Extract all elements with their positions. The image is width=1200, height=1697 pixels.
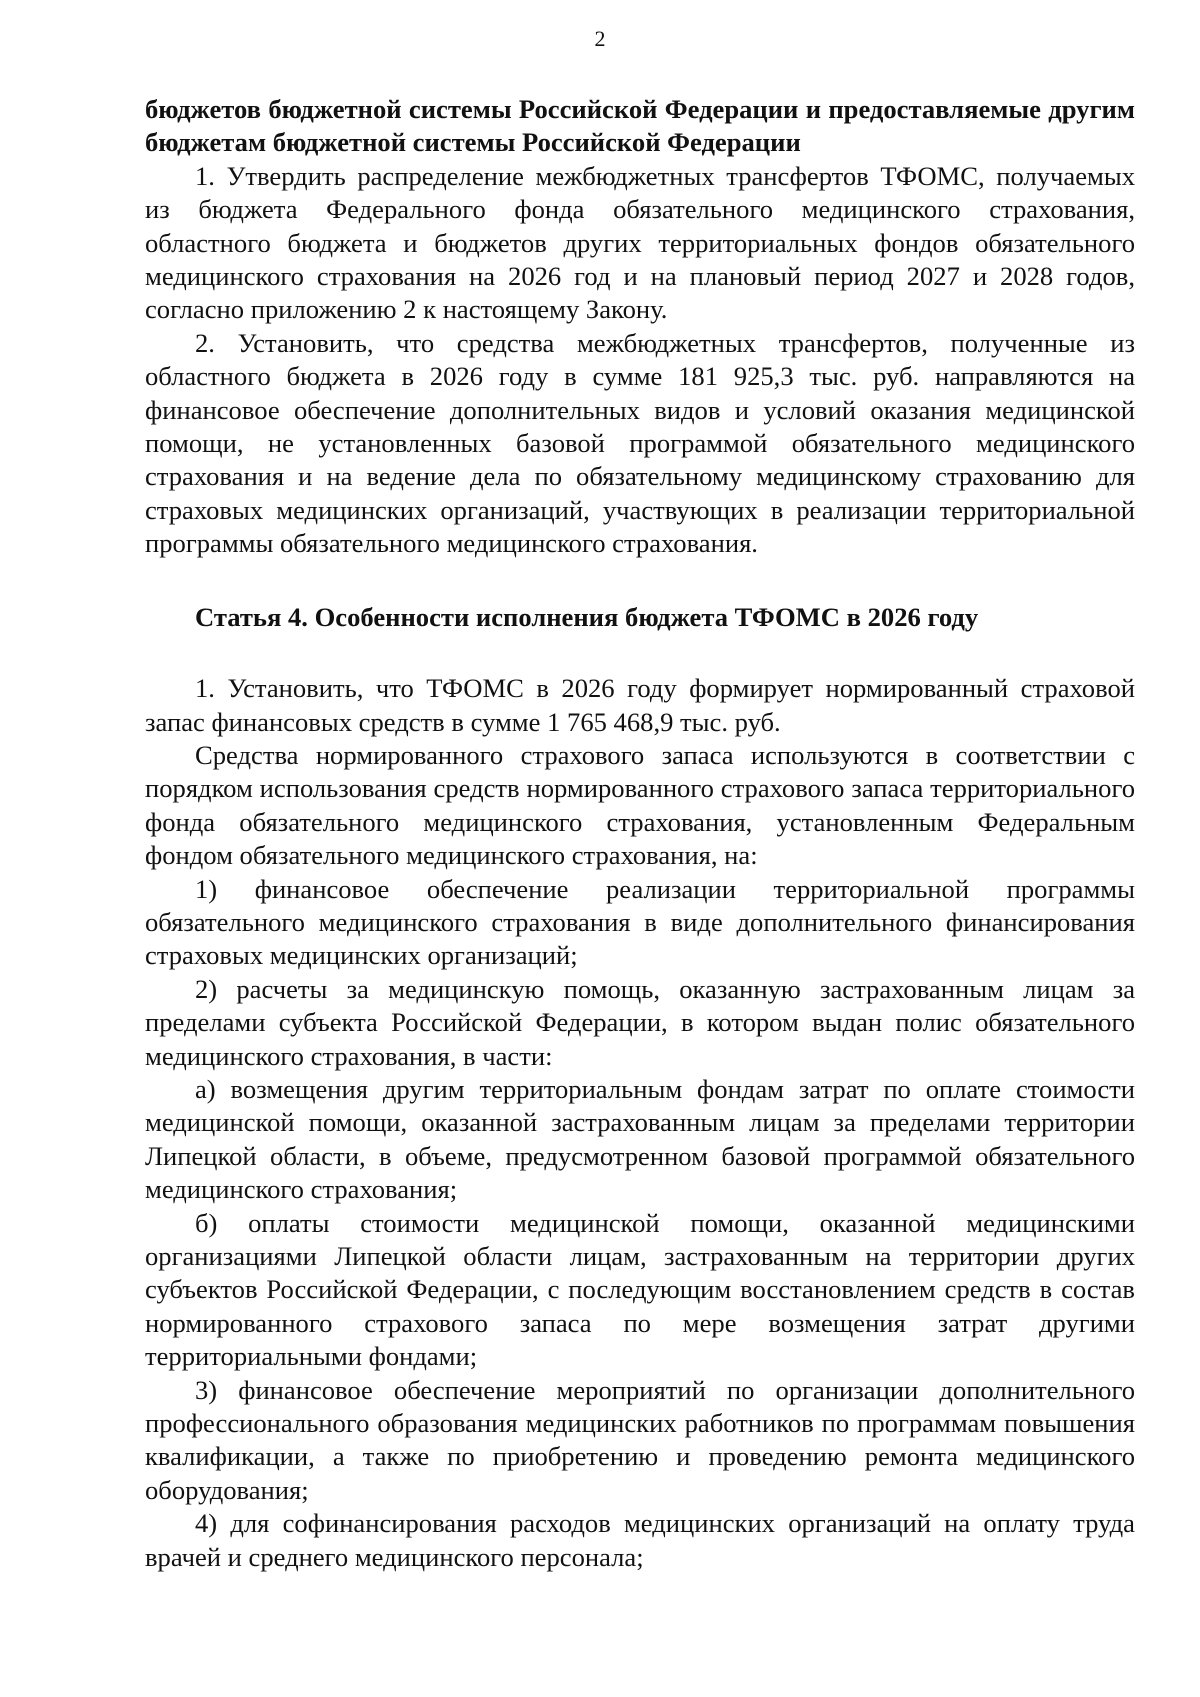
list-item-2a: а) возмещения другим территориальным фондам затрат по оплате стоимости медицинской помощи, оказанной застрахованным лицам за пределами территории Липецкой области, в объеме, предусмотренном базовой программой обязательного медицинского страхования; bbox=[145, 1073, 1135, 1205]
document-body bbox=[145, 93, 1135, 1574]
list-item-2b: б) оплаты стоимости медицинской помощи, оказанной медицинскими организациями Липецкой области лицам, застрахованным на территории других субъектов Российской Федерации, с последующим восстановлением средств в состав нормированного страхового запаса по мере возмещения затрат другими территориальными фондами; bbox=[145, 1207, 1135, 1372]
list-item-2: 2) расчеты за медицинскую помощь, оказанную застрахованным лицам за пределами субъекта Российской Федерации, в котором выдан полис обязательного медицинского страхования, в части: bbox=[145, 973, 1135, 1071]
list-item-1: 1) финансовое обеспечение реализации территориальной программы обязательного медицинского страхования в виде дополнительного финансирования страховых медицинских организаций; bbox=[145, 873, 1135, 971]
article-title: Статья 4. Особенности исполнения бюджета ТФОМС в 2026 году bbox=[195, 601, 979, 632]
page-number: 2 bbox=[594, 26, 606, 51]
list-item-4: 4) для софинансирования расходов медицинских организаций на оплату труда врачей и среднего медицинского персонала; bbox=[145, 1508, 1135, 1572]
paragraph-reserve-amount: 1. Установить, что ТФОМС в 2026 году формирует нормированный страховой запас финансовых средств в сумме 1 765 468,9 тыс. руб. bbox=[145, 673, 1135, 737]
spacer bbox=[145, 634, 1135, 672]
spacer bbox=[145, 561, 1135, 601]
paragraph-transfers-approval: 1. Утвердить распределение межбюджетных трансфертов ТФОМС, получаемых из бюджета Федерального фонда обязательного медицинского страхования, областного бюджета и бюджетов других территориальных фондов обязательного медицинского страхования на 2026 год и на плановый период 2027 и 2028 годов, согласно приложению 2 к настоящему Закону. bbox=[145, 160, 1135, 325]
list-item-3: 3) финансовое обеспечение мероприятий по организации дополнительного профессионального образования медицинских работников по программам повышения квалификации, а также по приобретению и проведению ремонта медицинского оборудования; bbox=[145, 1374, 1135, 1505]
heading-continuation: бюджетов бюджетной системы Российской Федерации и предоставляемые другим бюджетам бюджетной системы Российской Федерации bbox=[145, 94, 1135, 158]
paragraph-transfers-purpose: 2. Установить, что средства межбюджетных трансфертов, полученные из областного бюджета в 2026 году в сумме 181 925,3 тыс. руб. направляются на финансовое обеспечение дополнительных видов и условий оказания медицинской помощи, не установленных базовой программой обязательного медицинского страхования и на ведение дела по обязательному медицинскому страхованию для страховых медицинских организаций, участвующих в реализации территориальной программы обязательного медицинского страхования. bbox=[145, 327, 1135, 559]
paragraph-reserve-usage: Средства нормированного страхового запаса используются в соответствии с порядком использования средств нормированного страхового запаса территориального фонда обязательного медицинского страхования, установленным Федеральным фондом обязательного медицинского страхования, на: bbox=[145, 739, 1135, 871]
